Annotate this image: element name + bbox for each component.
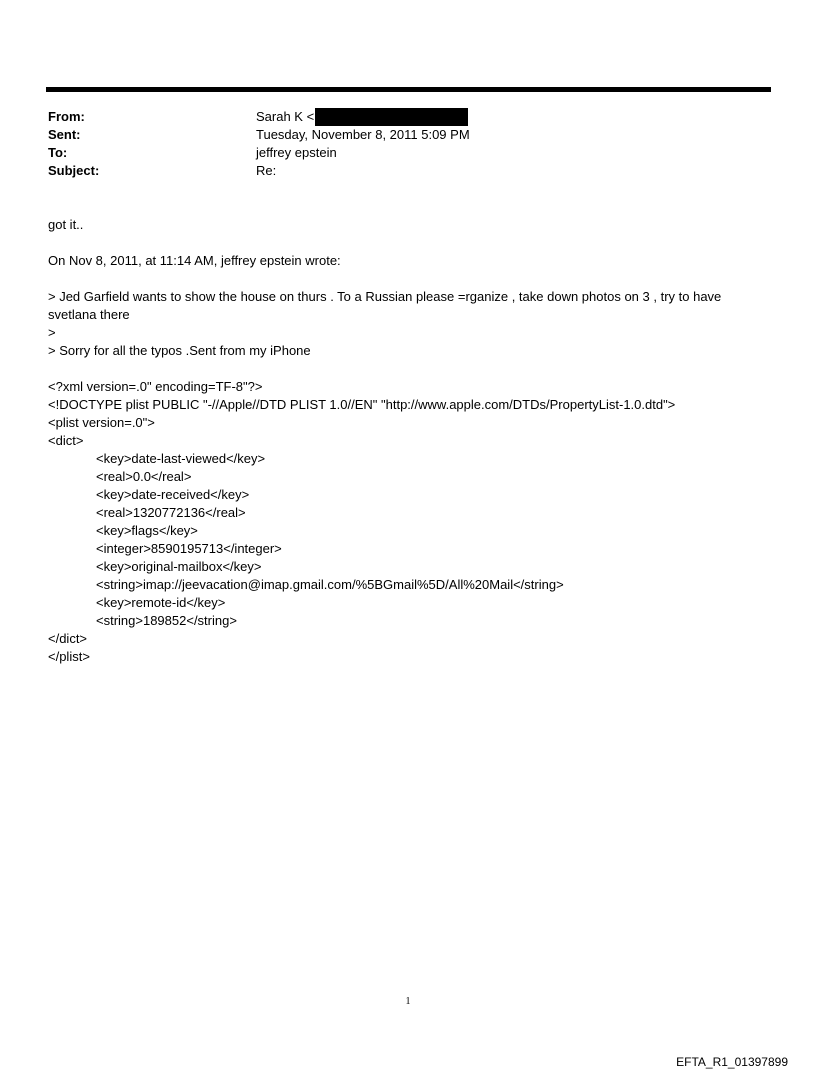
plist-line: <string>imap://jeevacation@imap.gmail.com/%5BGmail%5D/All%20Mail</string> <box>96 577 564 592</box>
plist-xml-declaration: <?xml version=.0" encoding=TF-8"?> <box>48 379 263 394</box>
from-row <box>48 108 748 126</box>
plist-line: <string>189852</string> <box>96 613 237 628</box>
plist-line: <key>date-received</key> <box>96 487 250 502</box>
subject-label: Subject: <box>48 163 100 178</box>
plist-line: <integer>8590195713</integer> <box>96 541 282 556</box>
header-divider <box>46 87 771 92</box>
document-id: EFTA_R1_01397899 <box>676 1055 788 1069</box>
reply-text: got it.. <box>48 217 84 232</box>
plist-line: <key>date-last-viewed</key> <box>96 451 266 466</box>
plist-line: <key>flags</key> <box>96 523 198 538</box>
sent-row <box>48 126 748 144</box>
quote-line-3: > Sorry for all the typos .Sent from my iPhone <box>48 343 311 358</box>
plist-open-tag: <plist version=.0"> <box>48 415 155 430</box>
from-value <box>256 108 468 126</box>
from-sender: Sarah K < <box>256 109 315 124</box>
plist-doctype: <!DOCTYPE plist PUBLIC "-//Apple//DTD PLIST 1.0//EN" "http://www.apple.com/DTDs/PropertyList-1.0.dtd"> <box>48 397 676 412</box>
plist-line: <real>0.0</real> <box>96 469 192 484</box>
from-label: From: <box>48 109 85 124</box>
page-number: 1 <box>405 996 411 1007</box>
redaction-block <box>315 108 468 126</box>
subject-value: Re: <box>256 163 277 178</box>
quote-intro: On Nov 8, 2011, at 11:14 AM, jeffrey epstein wrote: <box>48 253 341 268</box>
plist-line: <key>original-mailbox</key> <box>96 559 262 574</box>
to-value: jeffrey epstein <box>256 145 337 160</box>
plist-line: <key>remote-id</key> <box>96 595 226 610</box>
subject-row <box>48 162 748 180</box>
quote-line-1: > Jed Garfield wants to show the house on thurs . To a Russian please =rganize , take down photos on 3 , try to have svetlana there <box>48 289 722 322</box>
sent-label: Sent: <box>48 127 81 142</box>
plist-close-tag: </plist> <box>48 649 90 664</box>
to-row <box>48 144 748 162</box>
dict-open-tag: <dict> <box>48 433 84 448</box>
quote-line-2: > <box>48 325 56 340</box>
sent-value: Tuesday, November 8, 2011 5:09 PM <box>256 127 470 142</box>
to-label: To: <box>48 145 68 160</box>
dict-close-tag: </dict> <box>48 631 88 646</box>
plist-line: <real>1320772136</real> <box>96 505 246 520</box>
